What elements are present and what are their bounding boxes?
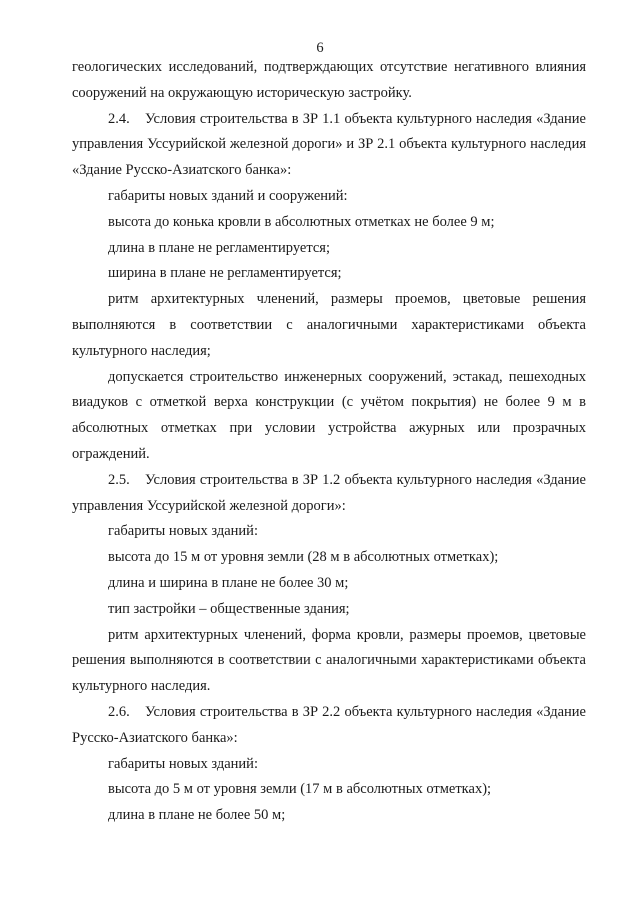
list-item	[72, 519, 586, 545]
paragraph-text: длина в плане не более 50 м;	[108, 807, 286, 824]
list-item	[72, 261, 586, 287]
paragraph-continuation	[72, 55, 586, 107]
paragraph-text: габариты новых зданий и сооружений:	[108, 187, 348, 204]
list-item	[72, 623, 586, 700]
paragraph-text: высота до конька кровли в абсолютных отметках не более 9 м;	[108, 213, 495, 230]
section-number: 2.5.	[108, 471, 130, 488]
list-item	[72, 571, 586, 597]
page-number: 6	[316, 40, 324, 56]
section-heading-text: Условия строительства в ЗР 1.1 объекта культурного наследия «Здание управления Уссурийской железной дороги» и ЗР 2.1 объекта культурного наследия «Здание Русско-Азиатского банка»:	[72, 110, 586, 179]
section-heading-2-6	[72, 700, 586, 752]
paragraph-text: высота до 5 м от уровня земли (17 м в абсолютных отметках);	[108, 781, 492, 798]
list-item	[72, 777, 586, 803]
list-item	[72, 365, 586, 468]
list-item	[72, 752, 586, 778]
list-item	[72, 597, 586, 623]
list-item	[72, 545, 586, 571]
paragraph-text: тип застройки – общественные здания;	[108, 600, 350, 617]
section-number: 2.6.	[108, 703, 130, 720]
list-item	[72, 236, 586, 262]
paragraph-text: габариты новых зданий:	[108, 523, 258, 540]
paragraph-text: длина в плане не регламентируется;	[108, 239, 330, 256]
paragraph-text: длина и ширина в плане не более 30 м;	[108, 574, 349, 591]
paragraph-text: габариты новых зданий:	[108, 755, 258, 772]
list-item	[72, 210, 586, 236]
section-heading-2-5	[72, 468, 586, 520]
paragraph-text: геологических исследований, подтверждающих отсутствие негативного влияния сооружений на окружающую историческую застройку.	[72, 59, 586, 101]
paragraph-text: высота до 15 м от уровня земли (28 м в абсолютных отметках);	[108, 549, 499, 566]
section-heading-text: Условия строительства в ЗР 2.2 объекта культурного наследия «Здание Русско-Азиатского банка»:	[72, 703, 586, 746]
section-heading-text: Условия строительства в ЗР 1.2 объекта культурного наследия «Здание управления Уссурийской железной дороги»:	[72, 471, 586, 514]
list-item	[72, 184, 586, 210]
list-item	[72, 287, 586, 364]
paragraph-text: ритм архитектурных членений, форма кровли, размеры проемов, цветовые решения выполняются в соответствии с аналогичными характеристиками объекта культурного наследия.	[72, 626, 586, 695]
paragraph-text: допускается строительство инженерных сооружений, эстакад, пешеходных виадуков с отметкой верха конструкции (с учётом покрытия) не более 9 м в абсолютных отметках при условии устройства ажурных или прозрачных ограждений.	[72, 368, 586, 462]
section-heading-2-4	[72, 107, 586, 184]
document-body	[72, 55, 586, 829]
list-item	[72, 803, 586, 829]
paragraph-text: ритм архитектурных членений, размеры проемов, цветовые решения выполняются в соответствии с аналогичными характеристиками объекта культурного наследия;	[72, 291, 586, 359]
paragraph-text: ширина в плане не регламентируется;	[108, 265, 342, 282]
section-number: 2.4.	[108, 110, 130, 127]
